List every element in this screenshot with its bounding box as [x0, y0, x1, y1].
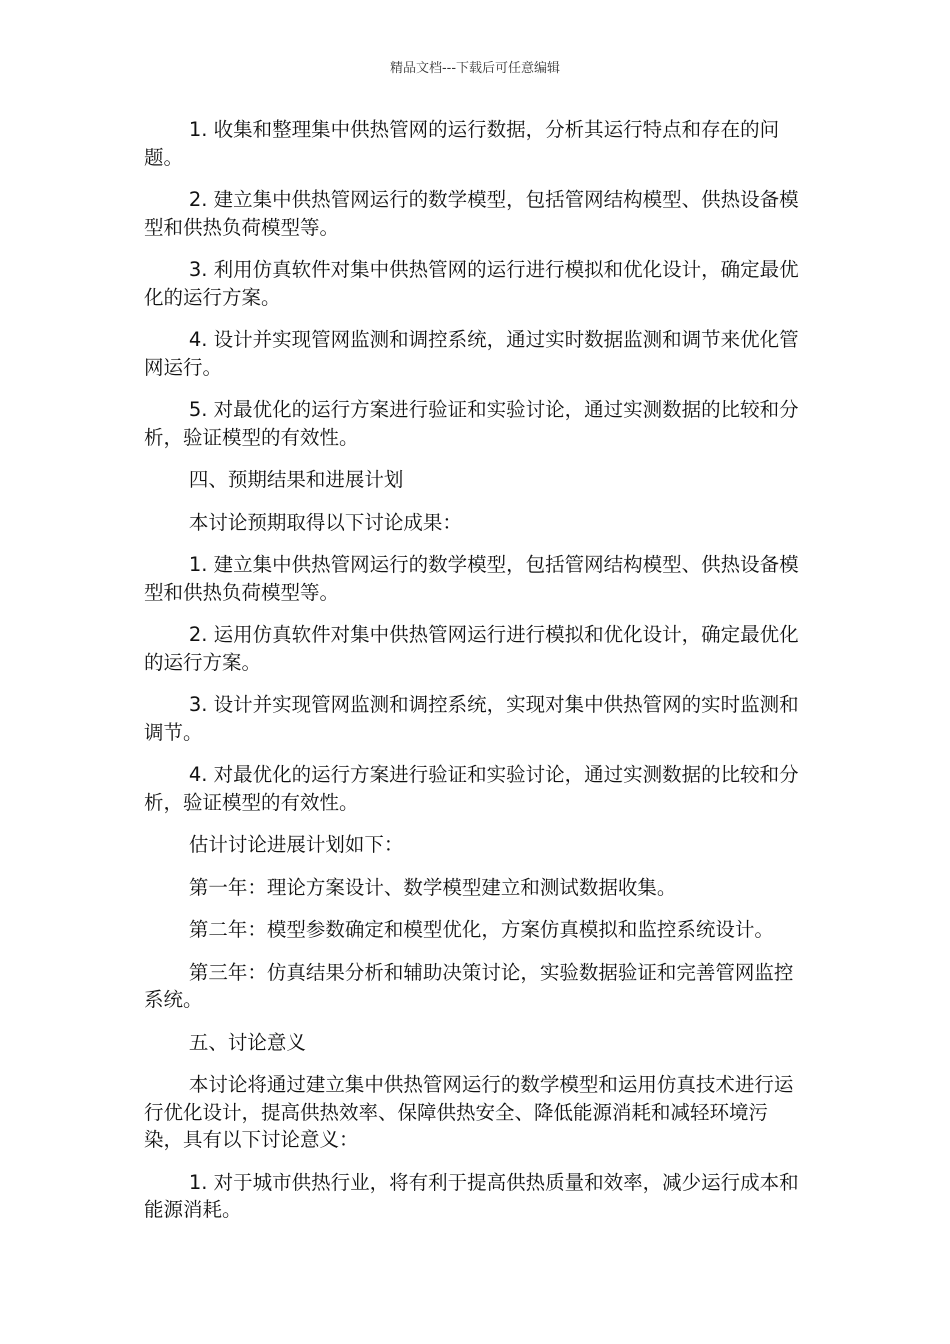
- paragraph: 3. 设计并实现管网监测和调控系统，实现对集中供热管网的实时监测和调节。: [144, 693, 799, 744]
- plan-item: 第三年：仿真结果分析和辅助决策讨论，实验数据验证和完善管网监控系统。: [144, 960, 794, 1011]
- paragraph: 2. 建立集中供热管网运行的数学模型，包括管网结构模型、供热设备模型和供热负荷模型等。: [144, 188, 799, 239]
- paragraph: 估计讨论进展计划如下：: [188, 833, 404, 856]
- paragraph: 本讨论将通过建立集中供热管网运行的数学模型和运用仿真技术进行运行优化设计，提高供热效率、保障供热安全、降低能源消耗和减轻环境污染，具有以下讨论意义：: [144, 1073, 794, 1151]
- plan-item: 第一年：理论方案设计、数学模型建立和测试数据收集。: [188, 875, 677, 899]
- section-heading: 四、预期结果和进展计划: [188, 468, 404, 491]
- page-header: 精品文档---下载后可任意编辑: [389, 61, 561, 76]
- paragraph: 1. 对于城市供热行业，将有利于提高供热质量和效率，减少运行成本和能源消耗。: [144, 1170, 799, 1221]
- paragraph: 2. 运用仿真软件对集中供热管网运行进行模拟和优化设计，确定最优化的运行方案。: [144, 623, 799, 674]
- paragraph: 5. 对最优化的运行方案进行验证和实验讨论，通过实测数据的比较和分析，验证模型的有效性。: [144, 398, 799, 449]
- paragraph: 1. 建立集中供热管网运行的数学模型，包括管网结构模型、供热设备模型和供热负荷模型等。: [144, 553, 799, 604]
- document-body: [144, 116, 804, 1239]
- paragraph: 4. 对最优化的运行方案进行验证和实验讨论，通过实测数据的比较和分析，验证模型的有效性。: [144, 763, 799, 814]
- paragraph: 4. 设计并实现管网监测和调控系统，通过实时数据监测和调节来优化管网运行。: [144, 328, 799, 379]
- paragraph: 3. 利用仿真软件对集中供热管网的运行进行模拟和优化设计，确定最优化的运行方案。: [144, 258, 799, 309]
- paragraph: 1. 收集和整理集中供热管网的运行数据，分析其运行特点和存在的问题。: [144, 118, 780, 169]
- paragraph: 本讨论预期取得以下讨论成果：: [188, 510, 462, 534]
- section-heading: 五、讨论意义: [188, 1030, 306, 1054]
- plan-item: 第二年：模型参数确定和模型优化，方案仿真模拟和监控系统设计。: [188, 918, 774, 941]
